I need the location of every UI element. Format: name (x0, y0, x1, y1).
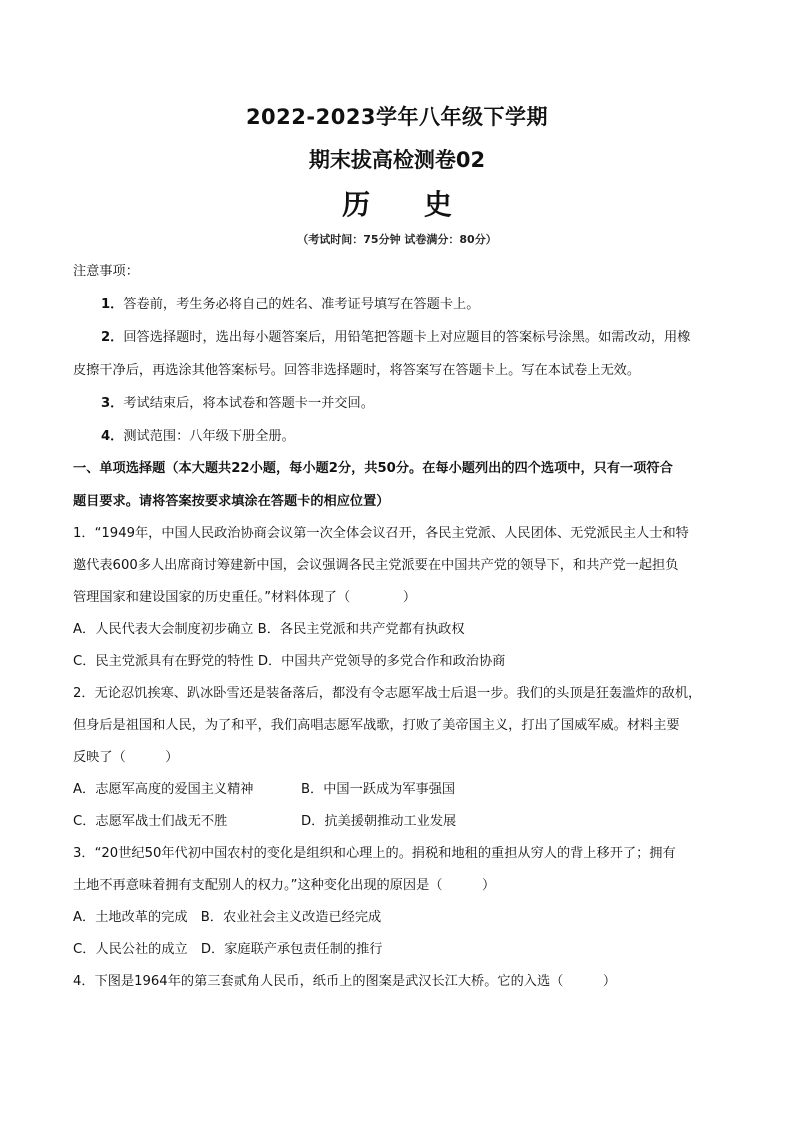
question-2-stem-line: 2．无论忍饥挨寒、趴冰卧雪还是装备落后，都没有令志愿军战士后退一步。我们的头顶是狂轰滥炸的敌机， (73, 686, 702, 701)
note-number: 3． (101, 396, 124, 411)
question-2-option-c: C．志愿军战士们战无不胜 (73, 814, 228, 829)
question-3-stem-line: 土地不再意味着拥有支配别人的权力。”这种变化出现的原因是（ ） (73, 878, 496, 893)
question-1-options-ab: A．人民代表大会制度初步确立 B．各民主党派和共产党都有执政权 (73, 622, 465, 637)
question-2-stem-line: 但身后是祖国和人民，为了和平，我们高唱志愿军战歌，打败了美帝国主义，打出了国威军威。材料主要 (73, 718, 680, 733)
note-item-4 (101, 427, 295, 447)
exam-info: （考试时间：75分钟 试卷满分：80分） (297, 233, 497, 246)
subject-title: 历 史 (342, 188, 474, 221)
question-1-stem-line: 1．“1949年，中国人民政治协商会议第一次全体会议召开，各民主党派、人民团体、无党派民主人士和特 (73, 526, 689, 541)
note-item-1 (101, 295, 479, 315)
note-text: 测试范围：八年级下册全册。 (123, 429, 295, 444)
note-number: 1． (101, 297, 124, 312)
note-item-3 (101, 394, 374, 414)
exam-title: 2022-2023学年八年级下学期 (245, 105, 549, 129)
exam-subtitle: 期末拔高检测卷02 (308, 148, 486, 172)
question-3-stem-line: 3．“20世纪50年代初中国农村的变化是组织和心理上的。捐税和地租的重担从穷人的背上移开了；拥有 (73, 846, 676, 861)
note-item-2-continued: 皮擦干净后，再选涂其他答案标号。回答非选择题时，将答案写在答题卡上。写在本试卷上无效。 (73, 363, 641, 378)
question-2-option-a: A．志愿军高度的爱国主义精神 (73, 782, 254, 797)
question-1-options-cd: C．民主党派具有在野党的特性 D．中国共产党领导的多党合作和政治协商 (73, 654, 506, 669)
question-3-options-cd: C．人民公社的成立 D．家庭联产承包责任制的推行 (73, 942, 383, 957)
note-text: 考试结束后，将本试卷和答题卡一并交回。 (123, 396, 374, 411)
question-4-stem-line: 4．下图是1964年的第三套贰角人民币，纸币上的图案是武汉长江大桥。它的入选（ ） (73, 974, 617, 989)
section-heading: 一、单项选择题（本大题共22小题，每小题2分，共50分。在每小题列出的四个选项中，只有一项符合 (73, 461, 673, 476)
note-text: 答卷前，考生务必将自己的姓名、准考证号填写在答题卡上。 (123, 297, 480, 312)
note-number: 2． (101, 330, 124, 345)
note-text: 回答选择题时，选出每小题答案后，用铅笔把答题卡上对应题目的答案标号涂黑。如需改动，用橡 (123, 330, 691, 345)
question-3-options-ab: A．土地改革的完成 B．农业社会主义改造已经完成 (73, 910, 382, 925)
question-1-stem-line: 管理国家和建设国家的历史重任。”材料体现了（ ） (73, 590, 417, 605)
section-heading-continued: 题目要求。请将答案按要求填涂在答题卡的相应位置） (73, 494, 390, 509)
notes-heading: 注意事项： (73, 264, 139, 279)
question-1-stem-line: 邀代表600多人出席商讨筹建新中国，会议强调各民主党派要在中国共产党的领导下，和共产党一起担负 (73, 558, 679, 573)
note-number: 4． (101, 429, 124, 444)
question-2-option-d: D．抗美援朝推动工业发展 (301, 814, 457, 829)
note-item-2 (101, 328, 690, 348)
question-2-stem-line: 反映了（ ） (73, 750, 179, 765)
question-2-option-b: B．中国一跃成为军事强国 (301, 782, 456, 797)
